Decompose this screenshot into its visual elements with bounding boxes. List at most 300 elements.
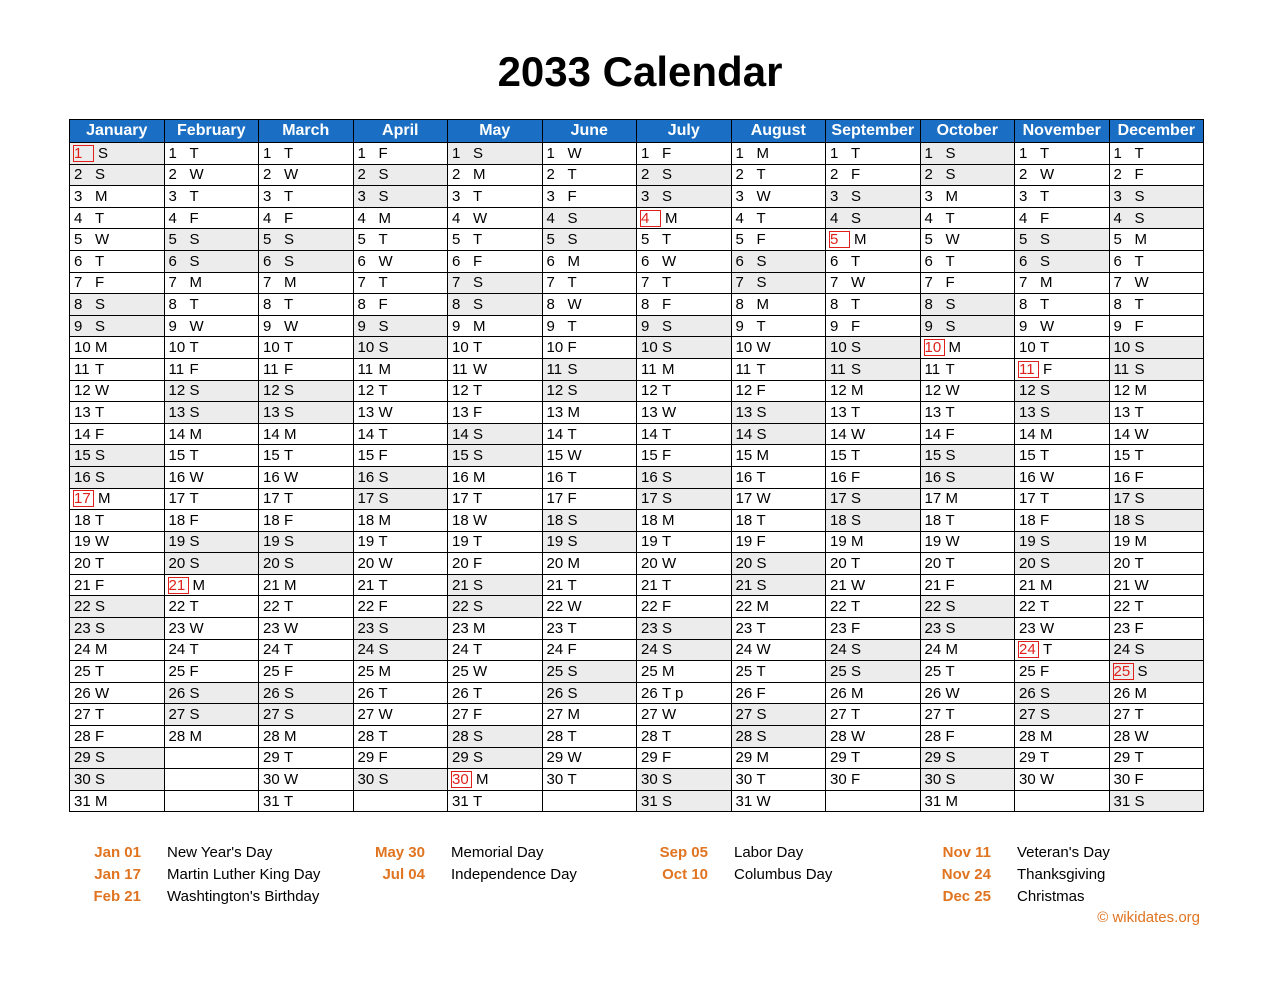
day-number: 23 bbox=[452, 619, 469, 637]
day-cell bbox=[259, 250, 354, 272]
weekday-letter: T bbox=[378, 382, 388, 400]
day-cell bbox=[259, 423, 354, 445]
weekday-letter: W bbox=[378, 252, 393, 270]
day-cell bbox=[731, 445, 826, 467]
weekday-letter: M bbox=[854, 231, 867, 249]
weekday-letter: T bbox=[1134, 447, 1144, 465]
day-cell bbox=[920, 358, 1015, 380]
day-number: 16 bbox=[1113, 468, 1131, 486]
day-cell bbox=[731, 358, 826, 380]
day-number: 23 bbox=[830, 619, 847, 637]
day-number: 26 bbox=[735, 684, 753, 702]
day-cell bbox=[731, 704, 826, 726]
day-cell bbox=[70, 769, 165, 791]
weekday-letter: F bbox=[567, 490, 577, 508]
weekday-letter: S bbox=[189, 706, 200, 724]
weekday-letter: S bbox=[945, 295, 956, 313]
day-number: 19 bbox=[546, 533, 564, 551]
weekday-letter: S bbox=[567, 382, 578, 400]
weekday-letter: W bbox=[378, 555, 393, 573]
weekday-letter: W bbox=[567, 144, 582, 162]
weekday-letter: T bbox=[378, 684, 388, 702]
day-number: 26 bbox=[263, 684, 280, 702]
day-number: 2 bbox=[1113, 166, 1122, 184]
day-cell bbox=[1109, 186, 1204, 208]
weekday-letter: S bbox=[1134, 209, 1145, 227]
day-number: 19 bbox=[452, 533, 469, 551]
day-number: 12 bbox=[1113, 382, 1131, 400]
day-cell bbox=[448, 769, 543, 791]
day-cell bbox=[826, 143, 921, 165]
day-cell bbox=[542, 596, 637, 618]
weekday-letter: F bbox=[378, 447, 388, 465]
day-cell bbox=[1015, 726, 1110, 748]
day-number: 25 bbox=[735, 663, 753, 681]
weekday-letter: T bbox=[662, 231, 672, 249]
weekday-letter: M bbox=[473, 166, 486, 184]
weekday-letter: T bbox=[473, 382, 483, 400]
day-cell bbox=[353, 358, 448, 380]
day-cell bbox=[731, 380, 826, 402]
weekday-letter: T bbox=[662, 425, 672, 443]
day-number: 21 bbox=[357, 576, 375, 594]
weekday-letter: M bbox=[284, 727, 297, 745]
day-number: 21 bbox=[263, 576, 280, 594]
day-number: 29 bbox=[735, 749, 753, 767]
holiday-date: Oct 10 bbox=[662, 866, 708, 883]
day-cell bbox=[826, 682, 921, 704]
weekday-letter: T bbox=[756, 663, 766, 681]
day-cell bbox=[1015, 423, 1110, 445]
weekday-letter: S bbox=[756, 727, 767, 745]
weekday-letter: T bbox=[851, 252, 861, 270]
day-number: 24 bbox=[546, 641, 564, 659]
day-cell bbox=[70, 531, 165, 553]
weekday-letter: T bbox=[284, 598, 294, 616]
weekday-letter: S bbox=[1040, 252, 1051, 270]
day-cell bbox=[1015, 143, 1110, 165]
day-cell bbox=[70, 164, 165, 186]
day-cell bbox=[1015, 445, 1110, 467]
day-number: 29 bbox=[830, 749, 847, 767]
day-cell bbox=[164, 337, 259, 359]
day-number: 5 bbox=[452, 231, 461, 249]
day-cell bbox=[164, 186, 259, 208]
day-number: 27 bbox=[735, 706, 753, 724]
weekday-letter: M bbox=[756, 749, 769, 767]
weekday-letter: S bbox=[378, 317, 389, 335]
calendar-row bbox=[70, 574, 1204, 596]
day-cell bbox=[70, 553, 165, 575]
weekday-letter: M bbox=[567, 252, 580, 270]
day-number: 26 bbox=[168, 684, 186, 702]
weekday-letter: S bbox=[662, 641, 673, 659]
weekday-letter: T bbox=[189, 295, 199, 313]
day-number: 9 bbox=[1113, 317, 1122, 335]
day-number: 25 bbox=[1113, 663, 1134, 680]
weekday-letter: F bbox=[945, 274, 955, 292]
calendar-row bbox=[70, 402, 1204, 424]
day-cell bbox=[826, 747, 921, 769]
day-cell bbox=[731, 272, 826, 294]
weekday-letter: T bbox=[1040, 295, 1050, 313]
weekday-letter: F bbox=[1134, 771, 1144, 789]
day-cell bbox=[542, 769, 637, 791]
day-number: 23 bbox=[924, 619, 942, 637]
weekday-letter: T bbox=[567, 317, 577, 335]
day-number: 8 bbox=[546, 295, 555, 313]
weekday-letter: M bbox=[1040, 274, 1053, 292]
day-cell bbox=[920, 682, 1015, 704]
day-number: 2 bbox=[357, 166, 366, 184]
day-cell bbox=[826, 164, 921, 186]
day-cell bbox=[353, 294, 448, 316]
day-cell bbox=[448, 466, 543, 488]
day-cell bbox=[448, 164, 543, 186]
day-cell bbox=[826, 574, 921, 596]
day-cell bbox=[826, 704, 921, 726]
day-cell bbox=[353, 510, 448, 532]
day-cell bbox=[259, 380, 354, 402]
day-number: 26 bbox=[1019, 684, 1036, 702]
day-number: 31 bbox=[1113, 792, 1131, 810]
weekday-letter: F bbox=[1043, 360, 1053, 378]
day-cell bbox=[70, 272, 165, 294]
holiday-name: Independence Day bbox=[451, 866, 577, 883]
weekday-letter: W bbox=[95, 533, 110, 551]
day-number: 20 bbox=[735, 555, 753, 573]
weekday-letter: S bbox=[945, 166, 956, 184]
day-number: 10 bbox=[546, 339, 564, 357]
day-number: 14 bbox=[735, 425, 753, 443]
weekday-letter: W bbox=[473, 209, 488, 227]
day-cell bbox=[70, 596, 165, 618]
weekday-letter: W bbox=[567, 598, 582, 616]
day-number: 17 bbox=[73, 490, 94, 507]
day-cell bbox=[1015, 704, 1110, 726]
day-number: 14 bbox=[924, 425, 942, 443]
day-cell bbox=[1109, 229, 1204, 251]
day-number: 14 bbox=[830, 425, 847, 443]
weekday-letter: S bbox=[567, 231, 578, 249]
day-cell bbox=[1015, 380, 1110, 402]
weekday-letter: S bbox=[189, 382, 200, 400]
day-number: 7 bbox=[1113, 274, 1122, 292]
day-cell bbox=[1109, 358, 1204, 380]
day-cell bbox=[920, 704, 1015, 726]
weekday-letter: W bbox=[1134, 576, 1149, 594]
day-cell bbox=[826, 250, 921, 272]
day-cell bbox=[637, 553, 732, 575]
day-number: 19 bbox=[357, 533, 375, 551]
holiday-entry bbox=[919, 886, 1110, 908]
weekday-letter: M bbox=[284, 425, 297, 443]
day-number: 4 bbox=[546, 209, 555, 227]
calendar-row bbox=[70, 186, 1204, 208]
day-number: 12 bbox=[1019, 382, 1036, 400]
holiday-name: Washtington's Birthday bbox=[167, 888, 320, 905]
day-number: 7 bbox=[168, 274, 177, 292]
weekday-letter: F bbox=[756, 231, 766, 249]
day-cell bbox=[1109, 769, 1204, 791]
calendar-row bbox=[70, 207, 1204, 229]
day-number: 28 bbox=[546, 727, 564, 745]
day-cell bbox=[1015, 488, 1110, 510]
weekday-letter: M bbox=[851, 533, 864, 551]
weekday-letter: S bbox=[473, 576, 484, 594]
weekday-letter: T bbox=[1134, 144, 1144, 162]
day-number: 12 bbox=[830, 382, 847, 400]
day-cell bbox=[1109, 337, 1204, 359]
day-cell bbox=[637, 143, 732, 165]
day-cell bbox=[1109, 402, 1204, 424]
weekday-letter: F bbox=[851, 166, 861, 184]
day-cell bbox=[70, 682, 165, 704]
weekday-letter: S bbox=[378, 490, 389, 508]
day-cell bbox=[70, 639, 165, 661]
day-number: 25 bbox=[641, 663, 658, 681]
day-number: 20 bbox=[168, 555, 186, 573]
day-number: 4 bbox=[735, 209, 744, 227]
day-cell bbox=[731, 639, 826, 661]
day-number: 25 bbox=[924, 663, 942, 681]
day-number: 7 bbox=[357, 274, 366, 292]
day-number: 14 bbox=[74, 425, 91, 443]
day-cell bbox=[542, 315, 637, 337]
day-number: 24 bbox=[735, 641, 753, 659]
day-number: 16 bbox=[830, 468, 847, 486]
day-cell bbox=[164, 661, 259, 683]
day-cell bbox=[448, 574, 543, 596]
weekday-letter: F bbox=[473, 555, 483, 573]
weekday-letter: M bbox=[1134, 533, 1147, 551]
day-number: 12 bbox=[641, 382, 658, 400]
day-number: 8 bbox=[1113, 295, 1122, 313]
day-number: 20 bbox=[263, 555, 280, 573]
day-number: 11 bbox=[735, 360, 752, 378]
day-number: 20 bbox=[452, 555, 469, 573]
day-cell bbox=[164, 358, 259, 380]
day-number: 2 bbox=[546, 166, 555, 184]
weekday-letter: T bbox=[756, 317, 766, 335]
day-number: 3 bbox=[641, 187, 650, 205]
day-cell bbox=[1015, 337, 1110, 359]
day-cell bbox=[1109, 790, 1204, 812]
weekday-letter: S bbox=[284, 403, 295, 421]
weekday-letter: S bbox=[1134, 490, 1145, 508]
weekday-letter: F bbox=[378, 295, 388, 313]
day-number: 31 bbox=[641, 792, 658, 810]
weekday-letter: T bbox=[378, 425, 388, 443]
day-cell bbox=[70, 661, 165, 683]
day-cell bbox=[70, 315, 165, 337]
month-header-april: April bbox=[353, 120, 448, 143]
weekday-letter: S bbox=[662, 339, 673, 357]
day-cell bbox=[353, 726, 448, 748]
weekday-letter: M bbox=[756, 295, 769, 313]
day-cell bbox=[542, 726, 637, 748]
weekday-letter: T bbox=[567, 425, 577, 443]
day-number: 22 bbox=[1019, 598, 1036, 616]
day-cell bbox=[542, 574, 637, 596]
weekday-letter: F bbox=[189, 209, 199, 227]
day-cell bbox=[542, 639, 637, 661]
weekday-letter: T bbox=[945, 555, 955, 573]
day-cell bbox=[1015, 769, 1110, 791]
weekday-letter: F bbox=[1134, 619, 1144, 637]
day-number: 22 bbox=[735, 598, 753, 616]
day-number: 11 bbox=[1113, 360, 1130, 378]
day-number: 18 bbox=[263, 511, 280, 529]
day-cell bbox=[1109, 250, 1204, 272]
weekday-letter: T bbox=[945, 360, 955, 378]
weekday-letter: W bbox=[945, 382, 960, 400]
day-number: 17 bbox=[357, 490, 375, 508]
holiday-date: Nov 24 bbox=[941, 866, 991, 883]
day-number: 2 bbox=[830, 166, 839, 184]
weekday-letter: M bbox=[95, 187, 108, 205]
day-cell bbox=[920, 250, 1015, 272]
weekday-letter: F bbox=[378, 749, 388, 767]
day-cell bbox=[259, 704, 354, 726]
weekday-letter: S bbox=[95, 598, 106, 616]
day-number: 8 bbox=[357, 295, 366, 313]
day-cell bbox=[259, 143, 354, 165]
weekday-letter: W bbox=[945, 231, 960, 249]
weekday-letter: T bbox=[1134, 706, 1144, 724]
weekday-letter: T bbox=[473, 641, 483, 659]
day-cell bbox=[1015, 315, 1110, 337]
day-number: 18 bbox=[830, 511, 847, 529]
day-number: 4 bbox=[263, 209, 272, 227]
weekday-letter: T bbox=[567, 468, 577, 486]
day-cell bbox=[637, 510, 732, 532]
day-number: 4 bbox=[168, 209, 177, 227]
weekday-letter: M bbox=[662, 360, 675, 378]
weekday-letter: S bbox=[378, 771, 389, 789]
weekday-letter: S bbox=[1134, 360, 1145, 378]
day-number: 18 bbox=[168, 511, 186, 529]
day-cell bbox=[70, 747, 165, 769]
day-number: 13 bbox=[924, 403, 942, 421]
day-cell bbox=[826, 445, 921, 467]
day-number: 29 bbox=[452, 749, 469, 767]
day-number: 20 bbox=[924, 555, 942, 573]
weekday-letter: T bbox=[567, 727, 577, 745]
day-number: 13 bbox=[735, 403, 753, 421]
day-number: 10 bbox=[641, 339, 658, 357]
weekday-letter: M bbox=[662, 511, 675, 529]
day-cell bbox=[70, 229, 165, 251]
empty-day-cell bbox=[353, 790, 448, 812]
day-cell bbox=[920, 294, 1015, 316]
weekday-letter: S bbox=[95, 447, 106, 465]
weekday-letter: S bbox=[756, 274, 767, 292]
weekday-letter: T bbox=[189, 490, 199, 508]
weekday-letter: M bbox=[756, 598, 769, 616]
day-number: 8 bbox=[1019, 295, 1028, 313]
weekday-letter: T bbox=[662, 382, 672, 400]
calendar-row bbox=[70, 510, 1204, 532]
day-cell bbox=[164, 574, 259, 596]
calendar-row bbox=[70, 466, 1204, 488]
day-cell bbox=[1109, 272, 1204, 294]
holiday-name: Thanksgiving bbox=[1017, 866, 1106, 883]
holiday-name: New Year's Day bbox=[167, 844, 273, 861]
holiday-entry bbox=[69, 864, 320, 886]
weekday-letter: F bbox=[284, 209, 294, 227]
day-number: 3 bbox=[924, 187, 933, 205]
weekday-letter: T bbox=[284, 339, 294, 357]
day-cell bbox=[353, 143, 448, 165]
day-number: 14 bbox=[641, 425, 658, 443]
day-number: 4 bbox=[74, 209, 83, 227]
day-cell bbox=[920, 380, 1015, 402]
day-number: 22 bbox=[924, 598, 942, 616]
weekday-letter: T bbox=[945, 706, 955, 724]
day-cell bbox=[542, 445, 637, 467]
day-number: 3 bbox=[452, 187, 461, 205]
weekday-letter: M bbox=[473, 468, 486, 486]
day-cell bbox=[164, 596, 259, 618]
weekday-letter: F bbox=[567, 339, 577, 357]
day-cell bbox=[542, 466, 637, 488]
day-cell bbox=[259, 337, 354, 359]
day-cell bbox=[542, 618, 637, 640]
weekday-letter: S bbox=[378, 166, 389, 184]
day-number: 10 bbox=[1019, 339, 1036, 357]
day-number: 6 bbox=[830, 252, 839, 270]
day-number: 24 bbox=[830, 641, 847, 659]
day-cell bbox=[731, 769, 826, 791]
weekday-letter: M bbox=[567, 555, 580, 573]
day-number: 29 bbox=[357, 749, 375, 767]
day-cell bbox=[164, 250, 259, 272]
day-number: 30 bbox=[1019, 771, 1036, 789]
weekday-letter: S bbox=[1134, 187, 1145, 205]
day-cell bbox=[1109, 726, 1204, 748]
weekday-letter: S bbox=[189, 403, 200, 421]
weekday-letter: T bbox=[284, 749, 294, 767]
day-number: 7 bbox=[924, 274, 933, 292]
weekday-letter: F bbox=[473, 252, 483, 270]
weekday-letter: S bbox=[945, 317, 956, 335]
day-number: 28 bbox=[168, 727, 186, 745]
weekday-letter: T bbox=[1040, 339, 1050, 357]
day-cell bbox=[637, 769, 732, 791]
day-cell bbox=[259, 445, 354, 467]
day-number: 27 bbox=[74, 706, 91, 724]
day-number: 23 bbox=[357, 619, 375, 637]
weekday-letter: M bbox=[851, 684, 864, 702]
day-number: 15 bbox=[168, 447, 186, 465]
weekday-letter: S bbox=[567, 533, 578, 551]
day-number: 28 bbox=[452, 727, 469, 745]
credit-link[interactable]: © wikidates.org bbox=[1097, 909, 1200, 926]
weekday-letter: M bbox=[284, 576, 297, 594]
day-cell bbox=[164, 164, 259, 186]
day-number: 28 bbox=[1019, 727, 1036, 745]
day-cell bbox=[637, 574, 732, 596]
holiday-entry bbox=[353, 842, 577, 864]
weekday-letter: W bbox=[567, 447, 582, 465]
day-cell bbox=[920, 661, 1015, 683]
day-number: 28 bbox=[1113, 727, 1131, 745]
weekday-letter: F bbox=[1040, 209, 1050, 227]
day-cell bbox=[259, 229, 354, 251]
weekday-letter: M bbox=[192, 576, 205, 594]
weekday-letter: W bbox=[189, 619, 204, 637]
